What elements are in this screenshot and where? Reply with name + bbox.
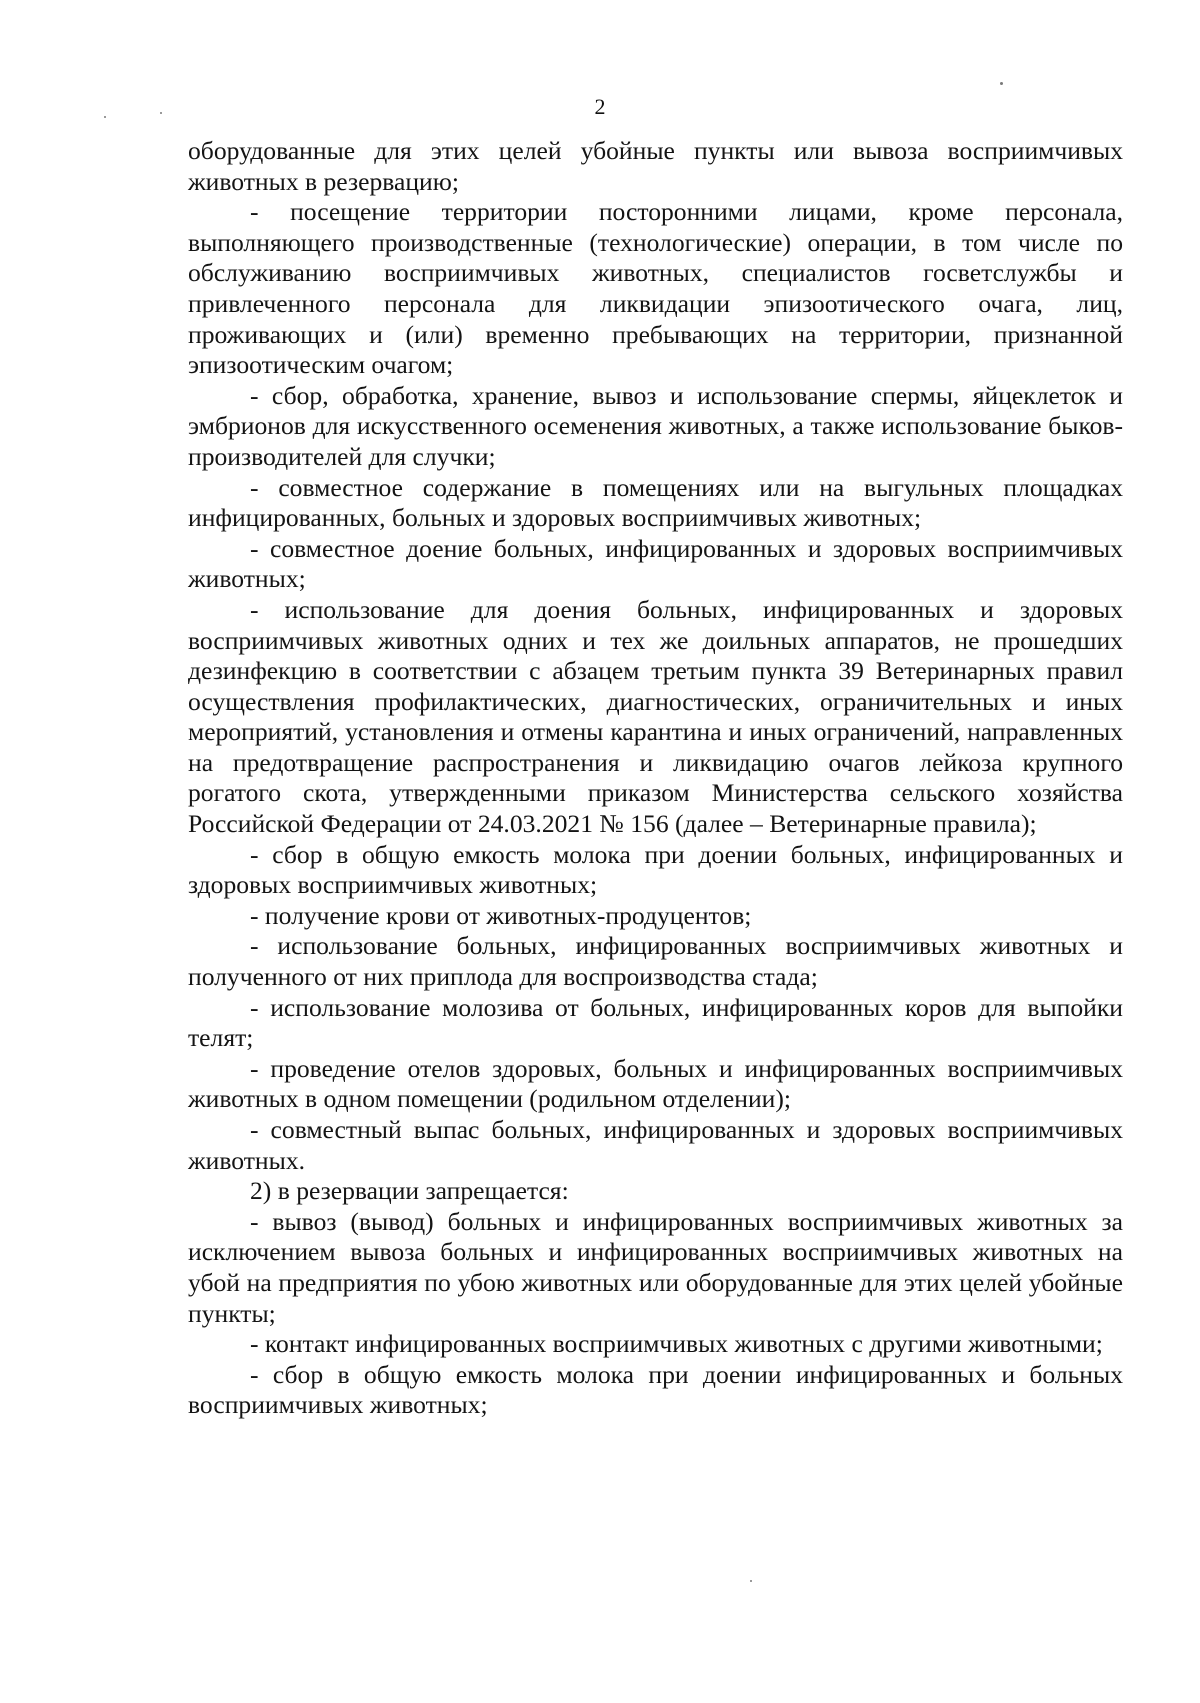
- scan-speck: [1000, 82, 1003, 85]
- document-body: [188, 136, 1123, 1421]
- paragraph-item: - совместное содержание в помещениях или на выгульных площадках инфицированных, больных и здоровых восприимчивых животных;: [188, 472, 1123, 533]
- section-heading: 2) в резервации запрещается:: [250, 1176, 569, 1206]
- paragraph-item: - сбор в общую емкость молока при доении инфицированных и больных восприимчивых животных;: [188, 1359, 1123, 1420]
- page-number: 2: [594, 94, 606, 119]
- paragraph-item: - использование больных, инфицированных восприимчивых животных и полученного от них приплода для воспроизводства стада;: [188, 931, 1123, 992]
- paragraph-item: - проведение отелов здоровых, больных и инфицированных восприимчивых животных в одном помещении (родильном отделении);: [188, 1053, 1123, 1114]
- scan-speck: [104, 116, 106, 118]
- paragraph-item: - сбор, обработка, хранение, вывоз и использование спермы, яйцеклеток и эмбрионов для искусственного осеменения животных, а также использование быков-производителей для случки;: [188, 380, 1123, 471]
- paragraph-item: - получение крови от животных-продуцентов;: [250, 900, 752, 930]
- scan-speck: [750, 1580, 752, 1582]
- paragraph-item: - совместный выпас больных, инфицированных и здоровых восприимчивых животных.: [188, 1115, 1123, 1175]
- paragraph-item: - совместное доение больных, инфицированных и здоровых восприимчивых животных;: [188, 533, 1123, 594]
- paragraph-item: - использование для доения больных, инфицированных и здоровых восприимчивых животных одних и тех же доильных аппаратов, не прошедших дезинфекцию в соответствии с абзацем третьим пункта 39 Ветеринарных правил осуществления профилактических, диагностических, ограничительных и иных мероприятий, установления и отмены карантина и иных ограничений, направленных на предотвращение распространения и ликвидацию очагов лейкоза крупного рогатого скота, утвержденными приказом Министерства сельского хозяйства Российской Федерации от 24.03.2021 № 156 (далее – Ветеринарные правила);: [188, 594, 1123, 839]
- paragraph-item: - посещение территории посторонними лицами, кроме персонала, выполняющего производственные (технологические) операции, в том числе по обслуживанию восприимчивых животных, специалистов госветслужбы и привлеченного персонала для ликвидации эпизоотического очага, лиц, проживающих и (или) временно пребывающих на территории, признанной эпизоотическим очагом;: [188, 197, 1123, 380]
- paragraph-item: - контакт инфицированных восприимчивых животных с другими животными;: [250, 1329, 1103, 1359]
- paragraph-item: - использование молозива от больных, инфицированных коров для выпойки телят;: [188, 992, 1123, 1053]
- scan-speck: [160, 112, 162, 114]
- paragraph-item: - сбор в общую емкость молока при доении больных, инфицированных и здоровых восприимчивых животных;: [188, 839, 1123, 900]
- paragraph-continuation: оборудованные для этих целей убойные пункты или вывоза восприимчивых животных в резервацию;: [188, 136, 1123, 196]
- paragraph-item: - вывоз (вывод) больных и инфицированных восприимчивых животных за исключением вывоза больных и инфицированных восприимчивых животных на убой на предприятия по убою животных или оборудованные для этих целей убойные пункты;: [188, 1206, 1123, 1328]
